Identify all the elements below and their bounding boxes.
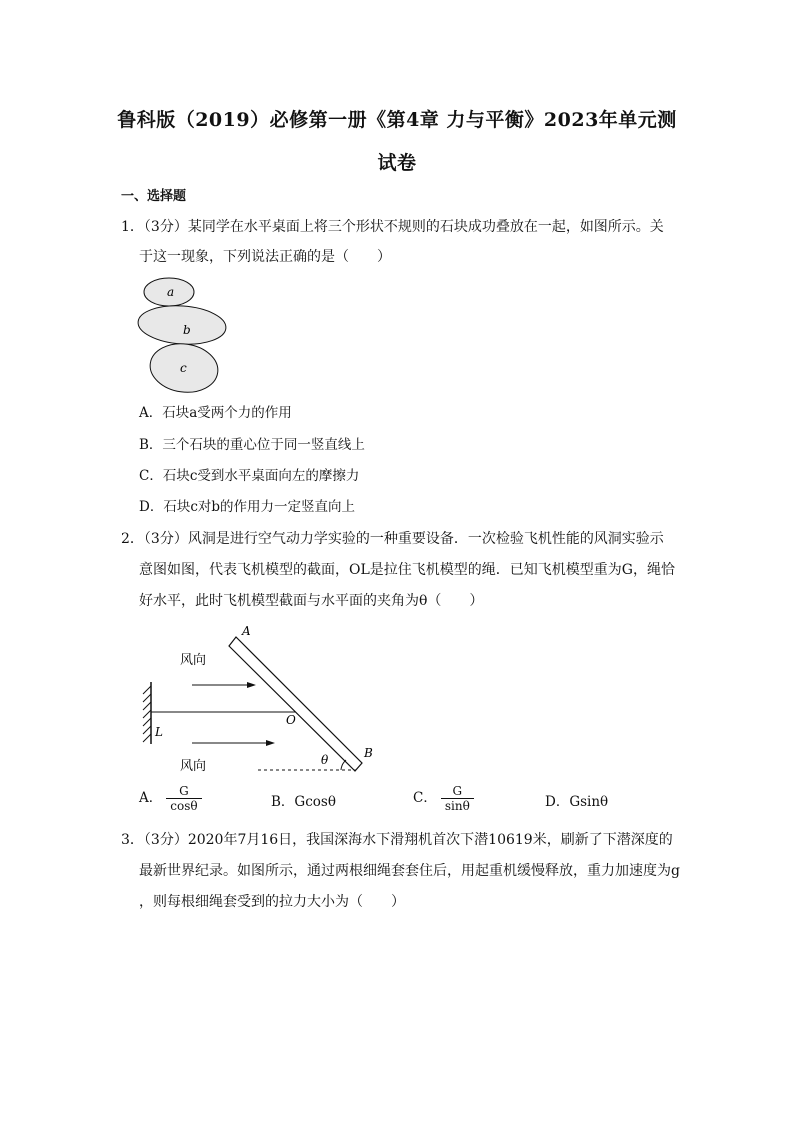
q1-option-d: D．石块c对b的作用力一定竖直向上	[139, 499, 356, 515]
q3-stem-line1: 3．（3分）2020年7月16日，我国深海水下滑翔机首次下潜10619米，刷新了下潜深度的	[121, 832, 673, 848]
section-heading: 一、选择题	[121, 189, 187, 204]
point-b-label: B	[364, 746, 373, 760]
airplane-model-plate	[229, 637, 362, 771]
wind-arrow-bottom-head	[266, 740, 275, 746]
q2-option-a	[139, 784, 202, 813]
q1-stones-figure	[130, 274, 240, 396]
q2-option-c-numerator: G	[452, 784, 463, 798]
q2-stem-line2: 意图如图，代表飞机模型的截面，OL是拉住飞机模型的绳．已知飞机模型重为G，绳恰	[139, 562, 675, 578]
stone-a-label: a	[167, 285, 175, 299]
stone-c-label: c	[180, 361, 187, 375]
q2-option-a-fraction	[166, 784, 201, 813]
wind-label-top: 风向	[180, 653, 207, 668]
q1-option-a: A．石块a受两个力的作用	[139, 405, 292, 421]
point-o-label: O	[286, 713, 296, 727]
point-a-label: A	[242, 624, 251, 638]
q2-stem-line3: 好水平，此时飞机模型截面与水平面的夹角为θ（ ）	[139, 593, 484, 609]
q3-stem-line3: ，则每根细绳套受到的拉力大小为（ ）	[139, 894, 405, 910]
q2-option-c-denominator: sinθ	[441, 798, 474, 813]
wall-hatching	[143, 686, 151, 742]
point-l-label: L	[155, 725, 163, 739]
q2-option-d: D．Gsinθ	[545, 794, 609, 810]
q2-option-a-denominator: cosθ	[166, 798, 201, 813]
wind-arrow-top-head	[247, 682, 256, 688]
theta-label: θ	[321, 753, 329, 767]
q2-wind-tunnel-figure	[128, 620, 388, 780]
q1-stem-line2: 于这一现象，下列说法正确的是（ ）	[139, 249, 391, 265]
q2-stem-line1: 2．（3分）风洞是进行空气动力学实验的一种重要设备．一次检验飞机性能的风洞实验示	[121, 531, 664, 547]
q2-option-a-numerator: G	[179, 784, 189, 798]
stone-b-label: b	[183, 323, 191, 337]
q2-option-c-fraction	[441, 784, 474, 813]
q2-option-c	[413, 784, 474, 813]
q2-option-c-label: C．	[413, 790, 437, 806]
q2-option-b: B．Gcosθ	[271, 794, 336, 810]
q1-option-b: B．三个石块的重心位于同一竖直线上	[139, 437, 365, 453]
q2-option-a-label: A．	[139, 790, 163, 806]
q3-stem-line2: 最新世界纪录。如图所示，通过两根细绳套套住后，用起重机缓慢释放，重力加速度为g	[139, 863, 680, 879]
q1-option-c: C．石块c受到水平桌面向左的摩擦力	[139, 468, 360, 484]
stone-b	[137, 303, 227, 347]
page-title-line2: 试卷	[377, 152, 417, 174]
wind-label-bottom: 风向	[180, 759, 207, 774]
q1-stem-line1: 1．（3分）某同学在水平桌面上将三个形状不规则的石块成功叠放在一起，如图所示。关	[121, 219, 664, 235]
page-title-line1: 鲁科版（2019）必修第一册《第4章 力与平衡》2023年单元测	[117, 109, 677, 131]
